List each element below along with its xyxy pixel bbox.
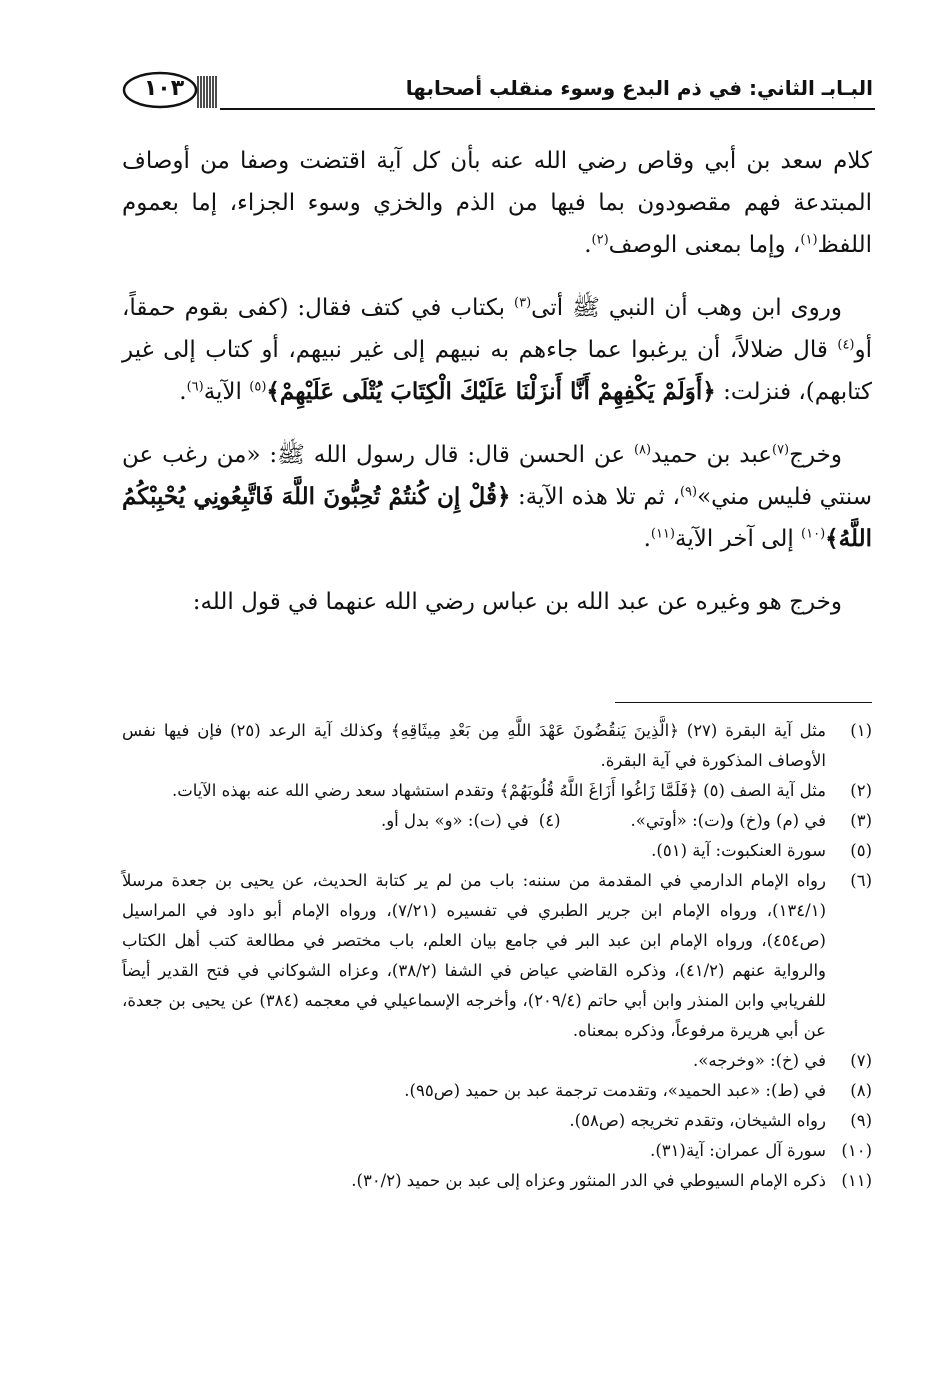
footnote-separator [615, 702, 872, 703]
paragraph-2: وروى ابن وهب أن النبي ﷺ أتى$^{(٣)}$ بكتاب في كتف فقال: (كفى بقوم حمقاً، أو$^{(٤)}$ قال ضلالاً، أن يرغبوا عما جاءهم به نبيهم إلى غير نبيهم، أو كتاب إلى غير كتابهم)، فنزلت: ﴿أَوَلَمْ يَكْفِهِمْ أَنَّا أَنزَلْنَا عَلَيْكَ الْكِتَابَ يُتْلَى عَلَيْهِمْ﴾$^{(٥)}$ الآية$^{(٦)}$. [122, 295, 872, 405]
footnote-ref-11[interactable]: (١١) [650, 526, 675, 542]
footnote-number: (١) [850, 721, 872, 740]
footnote-text: في (ت): «و» بدل أو. [380, 811, 529, 830]
footnote-number: (٩) [850, 1111, 872, 1130]
header-rule [220, 108, 875, 110]
footnote-number: (٥) [850, 841, 872, 860]
footnotes [122, 716, 872, 1196]
footnote-text: في (خ): «وخرجه». [693, 1051, 826, 1070]
footnote-text: مثل آية البقرة (٢٧) ﴿الَّذِينَ يَنقُضُونَ عَهْدَ اللَّهِ مِن بَعْدِ مِيثَاقِهِ﴾ وكذلك آية الرعد (٢٥) فإن فيها نفس الأوصاف المذكورة في آية البقرة. [122, 721, 826, 770]
footnote-text: في (ط): «عبد الحميد»، وتقدمت ترجمة عبد بن حميد (ص٩٥). [404, 1081, 826, 1100]
footnote-9 [122, 1106, 872, 1136]
footnote-number: (١٠) [841, 1141, 872, 1160]
footnote-ref-2[interactable]: (٢) [591, 232, 609, 248]
main-text [122, 140, 872, 644]
footnote-number: (١١) [841, 1171, 872, 1190]
footnote-3-4 [122, 806, 872, 836]
footnote-text: ذكره الإمام السيوطي في الدر المنثور وعزاه إلى عبد بن حميد (٣٠/٢). [351, 1171, 826, 1190]
footnote-number: (٢) [850, 781, 872, 800]
footnote-ref-6[interactable]: (٦) [186, 379, 204, 395]
footnote-number: (٣) [850, 811, 872, 830]
footnote-text: سورة آل عمران: آية(٣١). [650, 1141, 826, 1160]
footnote-text: رواه الشيخان، وتقدم تخريجه (ص٥٨). [569, 1111, 826, 1130]
footnote-text: مثل آية الصف (٥) ﴿فَلَمَّا زَاغُوا أَزَاغَ اللَّهُ قُلُوبَهُمْ﴾ وتقدم استشهاد سعد رضي الله عنه بهذه الآيات. [171, 781, 826, 800]
footnote-number: (٨) [850, 1081, 872, 1100]
paragraph-3: وخرج$^{(٧)}$عبد بن حميد$^{(٨)}$ عن الحسن قال: قال رسول الله ﷺ: «من رغب عن سنتي فليس مني»$^{(٩)}$، ثم تلا هذه الآية: ﴿قُلْ إِن كُنتُمْ تُحِبُّونَ اللَّهَ فَاتَّبِعُونِي يُحْبِبْكُمُ اللَّهُ﴾$^{(١٠)}$ إلى آخر الآية$^{(١١)}$. [122, 442, 872, 552]
footnote-text: سورة العنكبوت: آية (٥١). [651, 841, 826, 860]
footnote-11 [122, 1166, 872, 1196]
quran-verse: ﴿قُلْ إِن كُنتُمْ تُحِبُّونَ اللَّهَ فَاتَّبِعُونِي يُحْبِبْكُمُ اللَّهُ﴾ [122, 483, 872, 552]
footnote-number: (٦) [850, 871, 872, 890]
footnote-ref-7[interactable]: (٧) [771, 442, 790, 458]
page-number-badge [120, 70, 218, 110]
footnote-1 [122, 716, 872, 776]
footnote-2 [122, 776, 872, 806]
footnote-text: في (م) و(خ) و(ت): «أوتي». [630, 811, 826, 830]
page-number: ١٠٣ [143, 76, 185, 101]
footnote-text: رواه الإمام الدارمي في المقدمة من سننه: باب من لم ير كتابة الحديث، عن يحيى بن جعدة مرسلاً (١٣٤/١)، ورواه الإمام ابن جرير الطبري في تفسيره (٧/٢١)، ورواه الإمام أبو داود في المراسيل (ص٤٥٤)، ورواه الإمام ابن عبد البر في جامع بيان العلم، باب مختصر في مطالعة كتب أهل الكتاب والرواية عنهم (٤١/٢)، وذكره القاضي عياض في الشفا (٣٨/٢)، وعزاه الشوكاني في فتح القدير أيضاً للفريابي وابن المنذر وابن أبي حاتم (٢٠٩/٤)، وأخرجه الإسماعيلي في معجمه (٣٨٤) عن يحيى بن جعدة، عن أبي هريرة مرفوعاً، وذكره بمعناه. [122, 871, 827, 1040]
footnote-7 [122, 1046, 872, 1076]
paragraph-4: وخرج هو وغيره عن عبد الله بن عباس رضي الله عنهما في قول الله: [192, 589, 842, 615]
footnote-ref-8[interactable]: (٨) [633, 442, 652, 458]
footnote-ref-9[interactable]: (٩) [679, 484, 698, 500]
footnote-ref-3[interactable]: (٣) [514, 295, 532, 311]
running-header [120, 68, 875, 120]
footnote-ref-4[interactable]: (٤) [837, 337, 855, 353]
chapter-title: البـابـ الثاني: في ذم البدع وسوء منقلب أصحابها [405, 76, 873, 100]
quran-verse: ﴿أَوَلَمْ يَكْفِهِمْ أَنَّا أَنزَلْنَا عَلَيْكَ الْكِتَابَ يُتْلَى عَلَيْهِمْ﴾ [266, 378, 716, 405]
paragraph-1: كلام سعد بن أبي وقاص رضي الله عنه بأن كل آية اقتضت وصفا من أوصاف المبتدعة فهم مقصودون بما فيها من الذم والخزي وسوء الجزاء، إما بعموم اللفظ$^{(١)}$، وإما بمعنى الوصف$^{(٢)}$. [122, 148, 872, 258]
footnote-ref-10[interactable]: (١٠) [801, 526, 826, 542]
footnote-5 [122, 836, 872, 866]
footnote-ref-5[interactable]: (٥) [249, 379, 267, 395]
footnote-number: (٧) [850, 1051, 872, 1070]
footnote-ref-1[interactable]: (١) [800, 232, 818, 248]
footnote-10 [122, 1136, 872, 1166]
footnote-6 [122, 866, 872, 1046]
footnote-number: (٤) [538, 811, 561, 830]
footnote-8 [122, 1076, 872, 1106]
